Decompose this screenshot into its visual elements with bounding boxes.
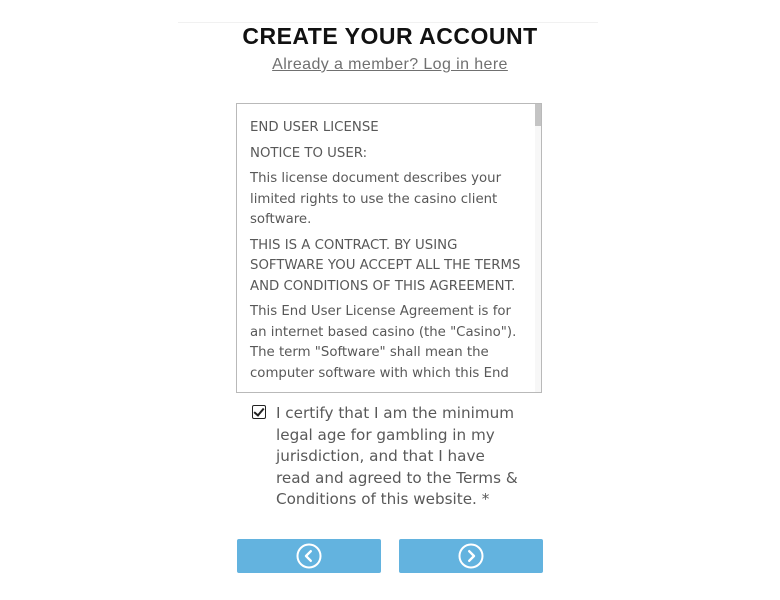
chevron-right-circle-icon: [458, 543, 484, 569]
license-scrollbar[interactable]: [535, 104, 541, 392]
license-paragraph: NOTICE TO USER:: [250, 145, 368, 161]
previous-button[interactable]: [237, 539, 381, 573]
login-link[interactable]: Already a member? Log in here: [272, 56, 508, 73]
license-paragraph: This End User License Agreement is for an internet based casino (the "Casino"). The term "Software" shall mean the computer software with which this End: [250, 304, 517, 381]
license-paragraph: END USER LICENSE: [250, 120, 379, 135]
license-content: [250, 118, 522, 389]
chevron-left-circle-icon: [296, 543, 322, 569]
age-consent-checkbox[interactable]: [252, 405, 266, 419]
age-consent-label[interactable]: I certify that I am the minimum legal age for gambling in my jurisdiction, and that I have read and agreed to the Terms & Conditions of this website. *: [276, 404, 518, 508]
license-textbox[interactable]: [236, 103, 542, 393]
license-paragraph: THIS IS A CONTRACT. BY USING SOFTWARE YOU ACCEPT ALL THE TERMS AND CONDITIONS OF THIS AGREEMENT.: [250, 237, 521, 294]
next-button[interactable]: [399, 539, 543, 573]
checkmark-icon: [253, 405, 264, 417]
scrollbar-thumb[interactable]: [535, 104, 541, 126]
license-paragraph: This license document describes your limited rights to use the casino client software.: [250, 171, 502, 227]
page-title: CREATE YOUR ACCOUNT: [242, 23, 538, 49]
